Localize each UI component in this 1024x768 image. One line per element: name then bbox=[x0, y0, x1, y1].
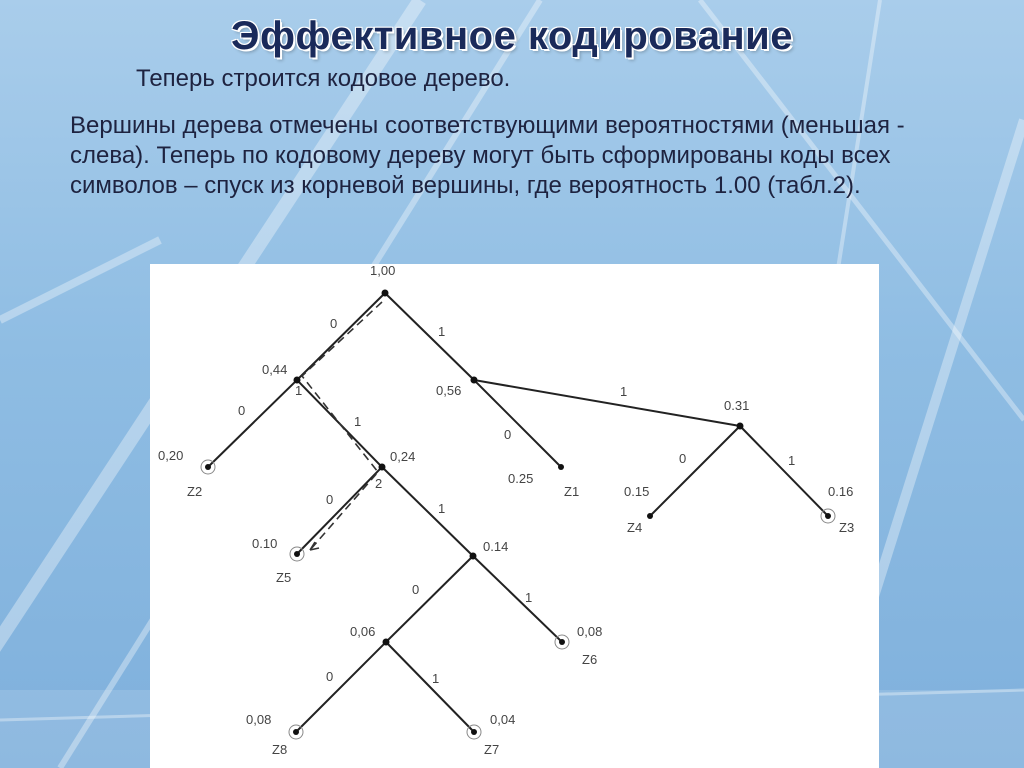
symbol-z4: Z4 bbox=[627, 520, 643, 535]
bit-n006-left: 0 bbox=[326, 669, 334, 684]
symbol-z7: Z7 bbox=[484, 742, 500, 757]
prob-z3: 0.16 bbox=[828, 484, 854, 499]
prob-n031: 0.31 bbox=[724, 398, 750, 413]
leaf-z2 bbox=[201, 460, 215, 474]
intro-paragraph: Теперь строится кодовое дерево. bbox=[136, 65, 511, 92]
bit-n014-right: 1 bbox=[525, 590, 533, 605]
edge-n006-z8 bbox=[296, 642, 386, 732]
code-tree-svg bbox=[150, 264, 879, 768]
node-root bbox=[382, 290, 389, 297]
node-n006 bbox=[383, 639, 390, 646]
leaf-z5 bbox=[290, 547, 304, 561]
leaf-z1 bbox=[558, 464, 564, 470]
leaf-z4 bbox=[647, 513, 653, 519]
bit-n056-right: 1 bbox=[620, 384, 628, 399]
prob-z8: 0,08 bbox=[246, 712, 272, 727]
bit-n006-right: 1 bbox=[432, 671, 440, 686]
symbol-z1: Z1 bbox=[564, 484, 580, 499]
symbol-z6: Z6 bbox=[582, 652, 598, 667]
node-n014 bbox=[470, 553, 477, 560]
bit-n014-left: 0 bbox=[412, 582, 420, 597]
prob-n006: 0,06 bbox=[350, 624, 376, 639]
prob-z1: 0.25 bbox=[508, 471, 534, 486]
bit-root-left: 0 bbox=[330, 316, 338, 331]
symbol-z3: Z3 bbox=[839, 520, 855, 535]
bit-n031-left: 0 bbox=[679, 451, 687, 466]
symbol-z5: Z5 bbox=[276, 570, 292, 585]
edge-n024-n014 bbox=[382, 467, 473, 556]
edge-n006-z7 bbox=[386, 642, 474, 732]
prob-n056: 0,56 bbox=[436, 383, 462, 398]
edge-n031-z3 bbox=[740, 426, 828, 516]
bit-n044-left: 0 bbox=[238, 403, 246, 418]
leaf-z6 bbox=[555, 635, 569, 649]
bit-n024-left: 0 bbox=[326, 492, 334, 507]
bit-n056-left: 0 bbox=[504, 427, 512, 442]
symbol-z8: Z8 bbox=[272, 742, 288, 757]
description-paragraph: Вершины дерева отмечены соответствующими вероятностями (меньшая - слева). Теперь по кодовому дереву могут быть сформированы коды всех символов – спуск из корневой вершины, где вероятность 1.00 (табл.2). bbox=[70, 112, 905, 199]
bit-n031-right: 1 bbox=[788, 453, 796, 468]
edge-n044-z2 bbox=[208, 380, 297, 467]
descent-path bbox=[302, 302, 382, 550]
prob-z2: 0,20 bbox=[158, 448, 184, 463]
code-tree-diagram bbox=[150, 264, 879, 768]
leaf-z8 bbox=[289, 725, 303, 739]
bit-n044-right: 1 bbox=[354, 414, 362, 429]
prob-z4: 0.15 bbox=[624, 484, 650, 499]
prob-n044: 0,44 bbox=[262, 362, 288, 377]
slide-title: Эффективное кодирование bbox=[231, 14, 793, 58]
edge-root-n044 bbox=[297, 293, 385, 380]
edge-n024-z5 bbox=[297, 467, 382, 554]
edge-n014-n006 bbox=[386, 556, 473, 642]
node-n024 bbox=[379, 464, 386, 471]
dash-mark-1: 1 bbox=[295, 383, 303, 398]
node-n031 bbox=[737, 423, 744, 430]
leaf-z7 bbox=[467, 725, 481, 739]
bit-root-right: 1 bbox=[438, 324, 446, 339]
prob-z6: 0,08 bbox=[577, 624, 603, 639]
prob-root: 1,00 bbox=[370, 264, 396, 278]
prob-z7: 0,04 bbox=[490, 712, 516, 727]
bit-n024-right: 1 bbox=[438, 501, 446, 516]
prob-n014: 0.14 bbox=[483, 539, 509, 554]
node-n056 bbox=[471, 377, 478, 384]
edge-root-n056 bbox=[385, 293, 474, 380]
prob-n024: 0,24 bbox=[390, 449, 416, 464]
prob-z5: 0.10 bbox=[252, 536, 278, 551]
edge-n031-z4 bbox=[650, 426, 740, 516]
edge-n014-z6 bbox=[473, 556, 562, 642]
dash-mark-2: 2 bbox=[375, 476, 383, 491]
leaf-z3 bbox=[821, 509, 835, 523]
symbol-z2: Z2 bbox=[187, 484, 203, 499]
